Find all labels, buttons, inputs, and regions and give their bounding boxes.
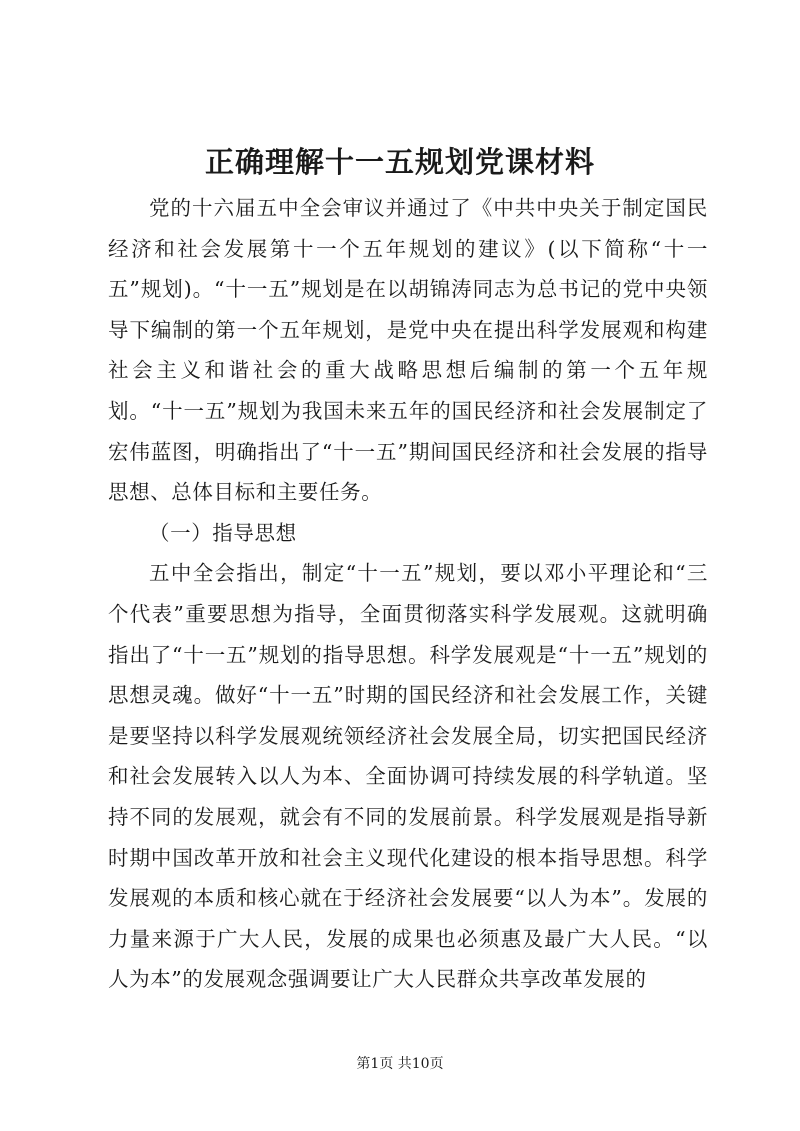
document-body xyxy=(108,188,708,1000)
guiding-ideology-paragraph: 五中全会指出，制定“十一五”规划，要以邓小平理论和“三个代表”重要思想为指导，全面贯彻落实科学发展观。这就明确指出了“十一五”规划的指导思想。科学发展观是“十一五”规划的思想灵魂。做好“十一五”时期的国民经济和社会发展工作，关键是要坚持以科学发展观统领经济社会发展全局，切实把国民经济和社会发展转入以人为本、全面协调可持续发展的科学轨道。坚持不同的发展观，就会有不同的发展前景。科学发展观是指导新时期中国改革开放和社会主义现代化建设的根本指导思想。科学发展观的本质和核心就在于经济社会发展要“以人为本”。发展的力量来源于广大人民，发展的成果也必须惠及最广大人民。“以人为本”的发展观念强调要让广大人民群众共享改革发展的 xyxy=(108,561,708,992)
document-title: 正确理解十一五规划党课材料 xyxy=(204,145,595,179)
page-footer: 第1页 共10页 xyxy=(356,1056,444,1072)
intro-paragraph: 党的十六届五中全会审议并通过了《中共中央关于制定国民经济和社会发展第十一个五年规划的建议》(以下简称“十一五”规划)。“十一五”规划是在以胡锦涛同志为总书记的党中央领导下编制的第一个五年规划，是党中央在提出科学发展观和构建社会主义和谐社会的重大战略思想后编制的第一个五年规划。“十一五”规划为我国未来五年的国民经济和社会发展制定了宏伟蓝图，明确指出了“十一五”期间国民经济和社会发展的指导思想、总体目标和主要任务。 xyxy=(108,196,708,505)
section-heading-guiding-ideology: （一）指导思想 xyxy=(149,520,297,545)
